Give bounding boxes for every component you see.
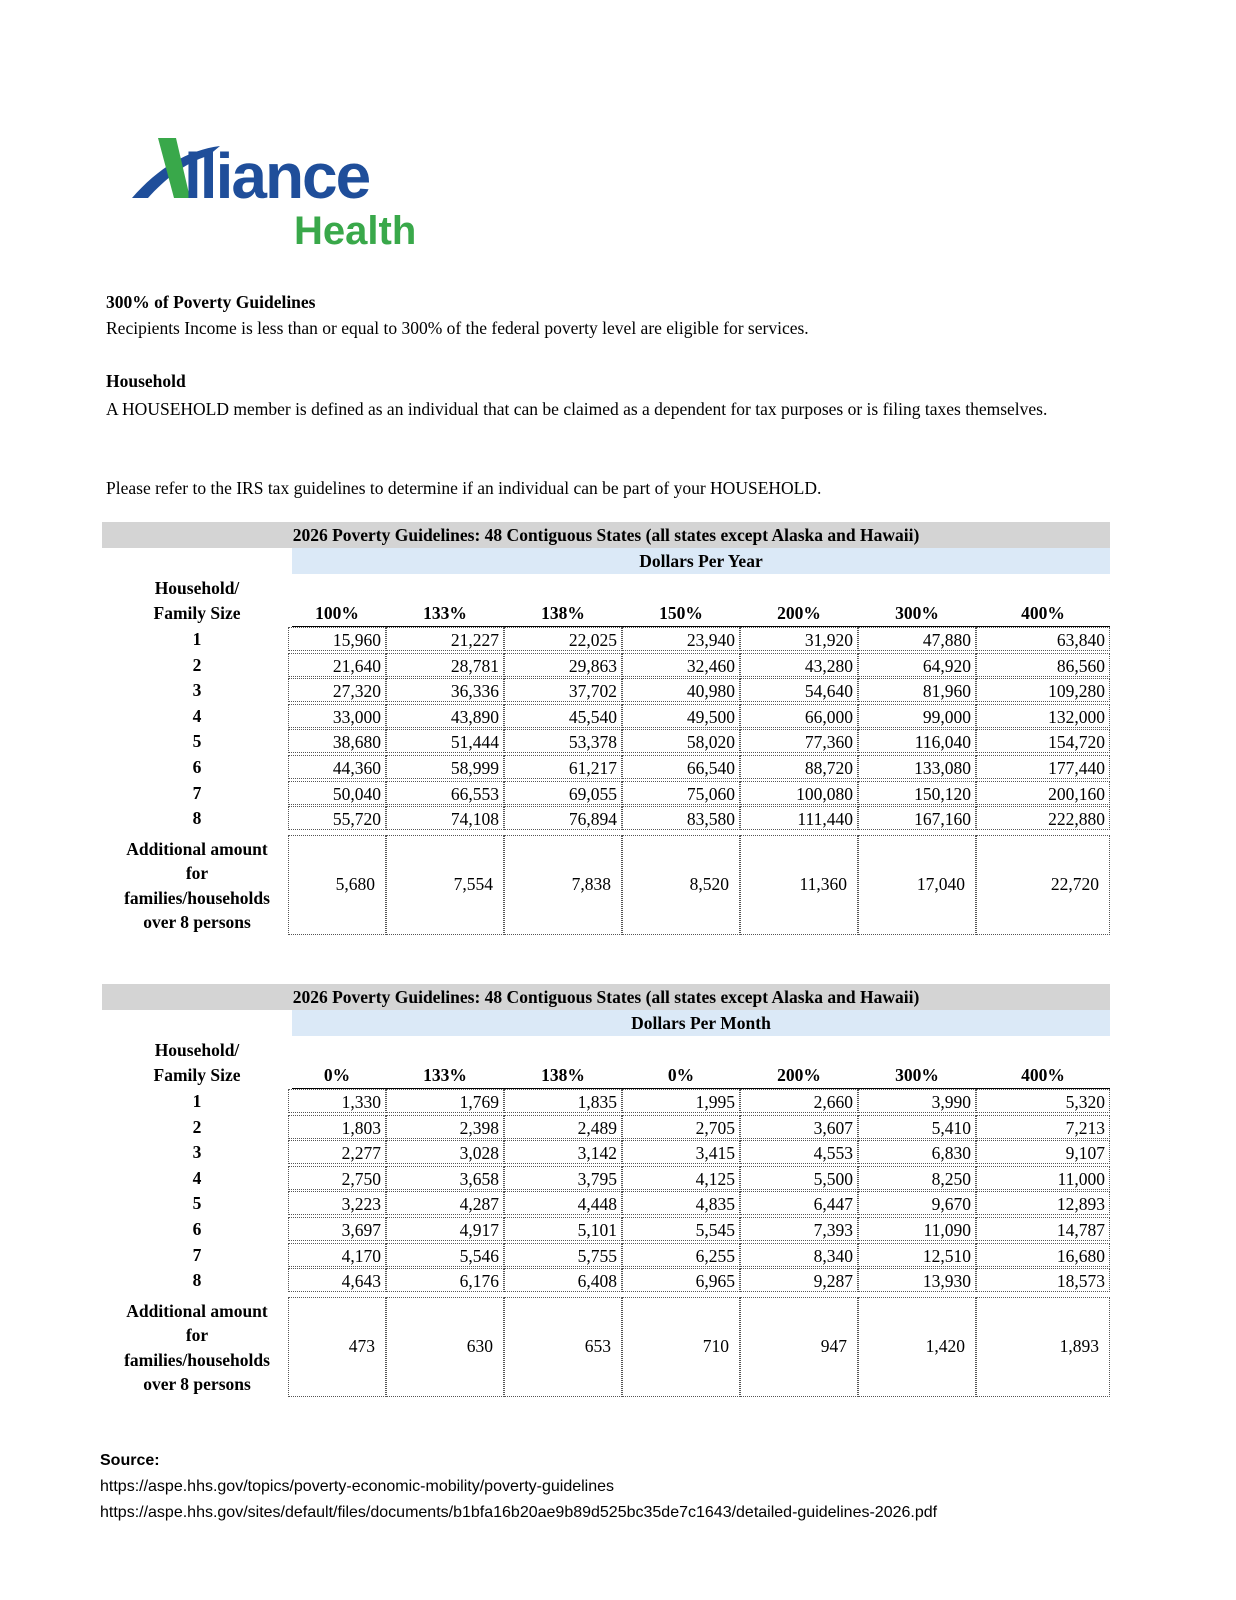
additional-amount-cell: 473 xyxy=(288,1297,386,1397)
additional-label-line: Additional amount xyxy=(126,1300,268,1321)
table-cell: 5,500 xyxy=(740,1166,858,1190)
table-cell: 83,580 xyxy=(622,806,740,830)
table-cell: 54,640 xyxy=(740,678,858,702)
additional-label-line: Additional amount xyxy=(126,838,268,859)
table-cell: 12,893 xyxy=(976,1191,1110,1215)
table-cell: 38,680 xyxy=(288,729,386,753)
household-header-line2: Family Size xyxy=(153,1065,241,1085)
table-cell: 66,540 xyxy=(622,755,740,779)
svg-text:Health: Health xyxy=(294,209,417,253)
table-cell: 2,277 xyxy=(288,1140,386,1164)
column-header: 133% xyxy=(423,603,467,623)
table-cell: 1,769 xyxy=(386,1089,504,1113)
table-cell: 58,020 xyxy=(622,729,740,753)
column-header: 150% xyxy=(659,603,703,623)
table-cell: 3,990 xyxy=(858,1089,976,1113)
table-cell: 1,330 xyxy=(288,1089,386,1113)
table-cell: 132,000 xyxy=(976,704,1110,728)
table-cell: 2,489 xyxy=(504,1115,622,1139)
table-cell: 31,920 xyxy=(740,627,858,651)
table-cell: 11,090 xyxy=(858,1217,976,1241)
table-cell: 4,287 xyxy=(386,1191,504,1215)
table-cell: 3,415 xyxy=(622,1140,740,1164)
household-header-line1: Household/ xyxy=(154,1040,240,1060)
table-cell: 49,500 xyxy=(622,704,740,728)
table-cell: 75,060 xyxy=(622,781,740,805)
table-cell: 6,255 xyxy=(622,1243,740,1267)
column-header: 0% xyxy=(323,1065,351,1085)
row-household-size: 8 xyxy=(192,808,202,829)
poverty-table-yearly xyxy=(102,522,1110,937)
column-header: 200% xyxy=(777,1065,821,1085)
table-cell: 3,142 xyxy=(504,1140,622,1164)
table-cell: 13,930 xyxy=(858,1268,976,1292)
column-header: 0% xyxy=(667,1065,695,1085)
table-cell: 33,000 xyxy=(288,704,386,728)
table-cell: 6,447 xyxy=(740,1191,858,1215)
table-cell: 111,440 xyxy=(740,806,858,830)
table-cell: 81,960 xyxy=(858,678,976,702)
table-cell: 61,217 xyxy=(504,755,622,779)
additional-label-line: over 8 persons xyxy=(143,912,251,933)
source-title: Source: xyxy=(100,1452,160,1469)
table-cell: 45,540 xyxy=(504,704,622,728)
table-cell: 88,720 xyxy=(740,755,858,779)
table-cell: 6,408 xyxy=(504,1268,622,1292)
table-cell: 44,360 xyxy=(288,755,386,779)
section-title-household: Household xyxy=(106,371,186,391)
table-cell: 4,170 xyxy=(288,1243,386,1267)
additional-label-line: for xyxy=(185,1325,209,1346)
alliance-health-logo xyxy=(128,128,448,258)
table-cell: 222,880 xyxy=(976,806,1110,830)
row-household-size: 7 xyxy=(192,782,202,803)
table-cell: 76,894 xyxy=(504,806,622,830)
table-cell: 3,223 xyxy=(288,1191,386,1215)
additional-amount-cell: 17,040 xyxy=(858,835,976,935)
table-cell: 4,917 xyxy=(386,1217,504,1241)
table-cell: 2,750 xyxy=(288,1166,386,1190)
table-cell: 69,055 xyxy=(504,781,622,805)
additional-amount-cell: 22,720 xyxy=(976,835,1110,935)
table-cell: 21,640 xyxy=(288,653,386,677)
table-cell: 66,553 xyxy=(386,781,504,805)
table-cell: 99,000 xyxy=(858,704,976,728)
table-cell: 66,000 xyxy=(740,704,858,728)
row-household-size: 6 xyxy=(192,757,202,777)
table-cell: 3,028 xyxy=(386,1140,504,1164)
column-header: 100% xyxy=(315,603,359,623)
table-cell: 23,940 xyxy=(622,627,740,651)
additional-amount-cell: 7,554 xyxy=(386,835,504,935)
svg-text:lliance: lliance xyxy=(184,140,370,212)
table-cell: 133,080 xyxy=(858,755,976,779)
row-household-size: 1 xyxy=(192,629,202,649)
table-cell: 5,546 xyxy=(386,1243,504,1267)
table-cell: 43,890 xyxy=(386,704,504,728)
additional-label-line: families/households xyxy=(124,1349,270,1370)
table-cell: 167,160 xyxy=(858,806,976,830)
table-cell: 51,444 xyxy=(386,729,504,753)
table-cell: 177,440 xyxy=(976,755,1110,779)
row-household-size: 7 xyxy=(192,1244,202,1265)
table-cell: 6,965 xyxy=(622,1268,740,1292)
table-cell: 9,107 xyxy=(976,1140,1110,1164)
column-header: 133% xyxy=(423,1065,467,1085)
table-cell: 154,720 xyxy=(976,729,1110,753)
column-header: 300% xyxy=(895,1065,939,1085)
table-cell: 7,393 xyxy=(740,1217,858,1241)
section-text-poverty: Recipients Income is less than or equal to 300% of the federal poverty level are eligible for services. xyxy=(106,318,809,338)
section-text-irs: Please refer to the IRS tax guidelines to determine if an individual can be part of your HOUSEHOLD. xyxy=(106,478,822,498)
column-header: 400% xyxy=(1021,1065,1065,1085)
table-cell: 9,670 xyxy=(858,1191,976,1215)
row-household-size: 8 xyxy=(192,1270,202,1291)
row-household-size: 6 xyxy=(192,1219,202,1239)
row-household-size: 5 xyxy=(192,1193,202,1214)
table-cell: 64,920 xyxy=(858,653,976,677)
column-header: 138% xyxy=(541,603,585,623)
table-cell: 8,340 xyxy=(740,1243,858,1267)
row-household-size: 4 xyxy=(192,1167,202,1188)
table-cell: 40,980 xyxy=(622,678,740,702)
table-cell: 28,781 xyxy=(386,653,504,677)
row-household-size: 5 xyxy=(192,731,202,752)
table-cell: 47,880 xyxy=(858,627,976,651)
table-cell: 9,287 xyxy=(740,1268,858,1292)
additional-amount-cell: 5,680 xyxy=(288,835,386,935)
table-cell: 1,803 xyxy=(288,1115,386,1139)
household-size-header xyxy=(102,576,292,626)
table-cell: 43,280 xyxy=(740,653,858,677)
additional-amount-cell: 7,838 xyxy=(504,835,622,935)
additional-amount-label xyxy=(102,1299,292,1397)
additional-amount-label xyxy=(102,837,292,935)
table-cell: 5,410 xyxy=(858,1115,976,1139)
table-cell: 16,680 xyxy=(976,1243,1110,1267)
row-household-size: 1 xyxy=(192,1091,202,1111)
table-cell: 3,658 xyxy=(386,1166,504,1190)
row-household-size: 3 xyxy=(192,1142,202,1163)
table-cell: 200,160 xyxy=(976,781,1110,805)
table-cell: 2,660 xyxy=(740,1089,858,1113)
poverty-table-monthly xyxy=(102,984,1110,1399)
table-cell: 116,040 xyxy=(858,729,976,753)
table-cell: 3,697 xyxy=(288,1217,386,1241)
table-title: 2026 Poverty Guidelines: 48 Contiguous States (all states except Alaska and Hawaii) xyxy=(102,522,1110,548)
household-size-header xyxy=(102,1038,292,1088)
table-subtitle: Dollars Per Year xyxy=(292,548,1110,574)
row-household-size: 3 xyxy=(192,680,202,701)
source-link-1[interactable]: https://aspe.hhs.gov/topics/poverty-economic-mobility/poverty-guidelines xyxy=(100,1478,615,1495)
table-cell: 3,795 xyxy=(504,1166,622,1190)
table-cell: 36,336 xyxy=(386,678,504,702)
table-cell: 7,213 xyxy=(976,1115,1110,1139)
table-cell: 22,025 xyxy=(504,627,622,651)
additional-amount-cell: 8,520 xyxy=(622,835,740,935)
section-title-poverty: 300% of Poverty Guidelines xyxy=(106,292,316,312)
table-cell: 55,720 xyxy=(288,806,386,830)
additional-amount-cell: 1,893 xyxy=(976,1297,1110,1397)
table-cell: 5,320 xyxy=(976,1089,1110,1113)
table-cell: 4,448 xyxy=(504,1191,622,1215)
table-cell: 2,398 xyxy=(386,1115,504,1139)
table-cell: 18,573 xyxy=(976,1268,1110,1292)
additional-amount-cell: 710 xyxy=(622,1297,740,1397)
section-text-household: A HOUSEHOLD member is defined as an individual that can be claimed as a dependent for tax purposes or is filing taxes themselves. xyxy=(106,399,1048,419)
table-cell: 8,250 xyxy=(858,1166,976,1190)
table-cell: 27,320 xyxy=(288,678,386,702)
row-household-size: 2 xyxy=(192,654,202,675)
table-cell: 6,830 xyxy=(858,1140,976,1164)
column-header: 200% xyxy=(777,603,821,623)
table-cell: 32,460 xyxy=(622,653,740,677)
row-household-size: 4 xyxy=(192,705,202,726)
table-cell: 15,960 xyxy=(288,627,386,651)
table-cell: 37,702 xyxy=(504,678,622,702)
table-cell: 6,176 xyxy=(386,1268,504,1292)
column-header: 300% xyxy=(895,603,939,623)
table-cell: 4,643 xyxy=(288,1268,386,1292)
additional-amount-cell: 11,360 xyxy=(740,835,858,935)
table-cell: 3,607 xyxy=(740,1115,858,1139)
table-cell: 29,863 xyxy=(504,653,622,677)
table-cell: 11,000 xyxy=(976,1166,1110,1190)
table-cell: 21,227 xyxy=(386,627,504,651)
row-household-size: 2 xyxy=(192,1116,202,1137)
table-cell: 14,787 xyxy=(976,1217,1110,1241)
table-cell: 4,125 xyxy=(622,1166,740,1190)
table-cell: 12,510 xyxy=(858,1243,976,1267)
table-cell: 63,840 xyxy=(976,627,1110,651)
table-cell: 150,120 xyxy=(858,781,976,805)
table-cell: 5,545 xyxy=(622,1217,740,1241)
additional-label-line: for xyxy=(185,863,209,884)
household-header-line2: Family Size xyxy=(153,603,241,623)
table-cell: 53,378 xyxy=(504,729,622,753)
additional-amount-cell: 947 xyxy=(740,1297,858,1397)
source-link-2[interactable]: https://aspe.hhs.gov/sites/default/files/documents/b1bfa16b20ae9b89d525bc35de7c1643/detailed-guidelines-2026.pdf xyxy=(100,1504,938,1521)
source-block xyxy=(100,1448,937,1526)
additional-label-line: over 8 persons xyxy=(143,1374,251,1395)
column-header: 138% xyxy=(541,1065,585,1085)
table-cell: 2,705 xyxy=(622,1115,740,1139)
column-header: 400% xyxy=(1021,603,1065,623)
table-cell: 86,560 xyxy=(976,653,1110,677)
table-cell: 74,108 xyxy=(386,806,504,830)
additional-amount-cell: 653 xyxy=(504,1297,622,1397)
table-cell: 1,995 xyxy=(622,1089,740,1113)
household-header-line1: Household/ xyxy=(154,578,240,598)
additional-amount-cell: 1,420 xyxy=(858,1297,976,1397)
table-cell: 5,101 xyxy=(504,1217,622,1241)
table-cell: 4,553 xyxy=(740,1140,858,1164)
table-cell: 109,280 xyxy=(976,678,1110,702)
table-cell: 58,999 xyxy=(386,755,504,779)
table-subtitle: Dollars Per Month xyxy=(292,1010,1110,1036)
table-cell: 50,040 xyxy=(288,781,386,805)
table-cell: 5,755 xyxy=(504,1243,622,1267)
additional-amount-cell: 630 xyxy=(386,1297,504,1397)
table-title: 2026 Poverty Guidelines: 48 Contiguous States (all states except Alaska and Hawaii) xyxy=(102,984,1110,1010)
table-cell: 1,835 xyxy=(504,1089,622,1113)
table-cell: 100,080 xyxy=(740,781,858,805)
table-cell: 4,835 xyxy=(622,1191,740,1215)
additional-label-line: families/households xyxy=(124,887,270,908)
table-cell: 77,360 xyxy=(740,729,858,753)
